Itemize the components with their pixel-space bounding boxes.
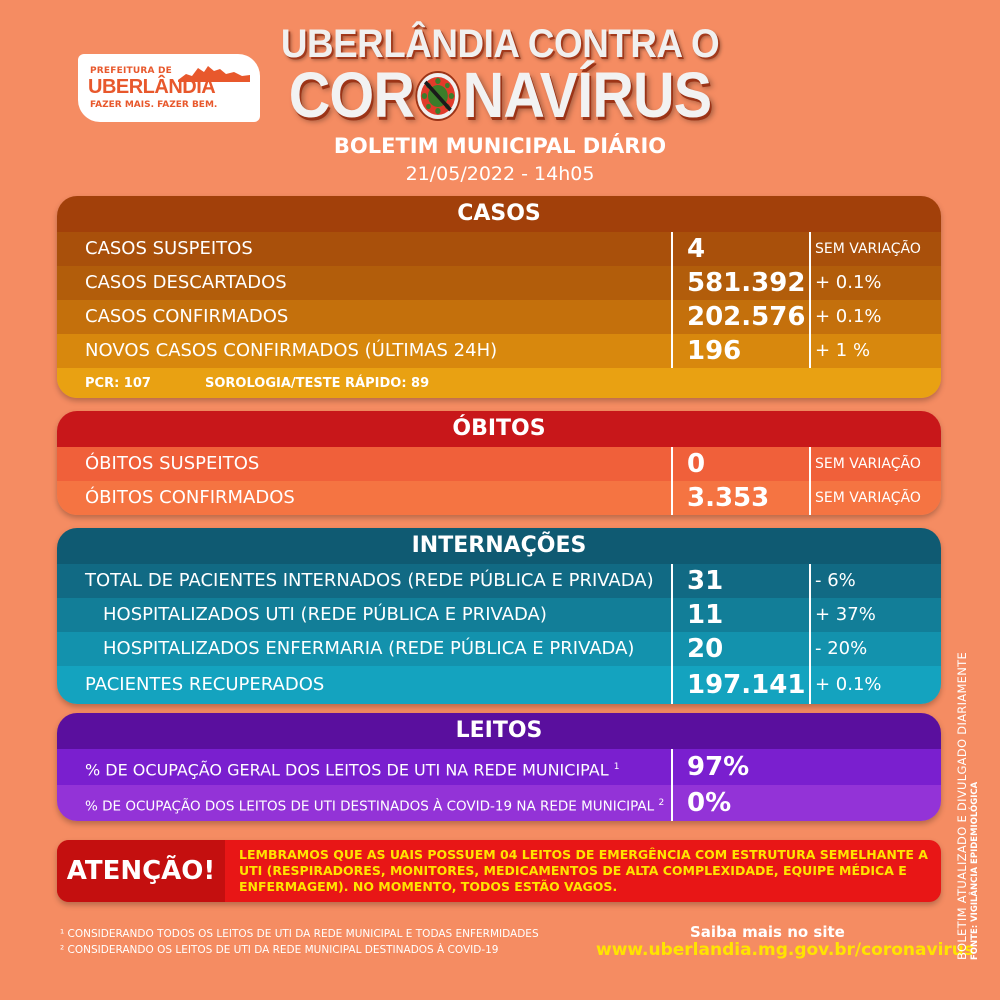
row-variation: - 20% (815, 638, 868, 659)
row-label: NOVOS CASOS CONFIRMADOS (ÚLTIMAS 24H) (85, 340, 498, 361)
row-value: 581.392 (687, 268, 806, 298)
logo-line3: FAZER MAIS. FAZER BEM. (90, 100, 218, 110)
row-variation: + 37% (815, 604, 876, 625)
row-value: 4 (687, 234, 706, 264)
row-variation: + 1 % (815, 340, 871, 361)
row-label: CASOS CONFIRMADOS (85, 306, 289, 327)
row-label: TOTAL DE PACIENTES INTERNADOS (REDE PÚBLICA E PRIVADA) (85, 570, 654, 591)
subtitle: BOLETIM MUNICIPAL DIÁRIO (333, 134, 667, 158)
obitos-title: ÓBITOS (57, 411, 941, 447)
pcr-count: PCR: 107 (85, 376, 151, 391)
table-row (57, 749, 941, 785)
footnote-1: ¹ CONSIDERANDO TODOS OS LEITOS DE UTI DA REDE MUNICIPAL E TODAS ENFERMIDADES (60, 928, 539, 940)
row-label (85, 749, 619, 788)
row-label: HOSPITALIZADOS UTI (REDE PÚBLICA E PRIVADA) (103, 604, 547, 625)
row-variation: + 0.1% (815, 674, 882, 695)
row-value: 196 (687, 336, 742, 366)
side-note (951, 652, 980, 960)
internacoes-title: INTERNAÇÕES (57, 528, 941, 564)
attention-box (57, 840, 941, 902)
site-label: Saiba mais no site (690, 923, 845, 941)
casos-panel (57, 196, 941, 398)
row-label (85, 785, 664, 821)
attention-title: ATENÇÃO! (57, 840, 225, 902)
divider (809, 564, 811, 704)
divider (809, 232, 811, 368)
side-note-line1: BOLETIM ATUALIZADO E DIVULGADO DIARIAMENTE (955, 651, 969, 960)
row-label: CASOS SUSPEITOS (85, 238, 253, 259)
site-url-link[interactable]: www.uberlandia.mg.gov.br/coronavirus (596, 940, 975, 960)
title-part-a: COR (288, 59, 415, 131)
row-variation: + 0.1% (815, 306, 882, 327)
leitos-panel (57, 713, 941, 821)
row-value: 20 (687, 634, 724, 664)
obitos-panel (57, 411, 941, 515)
footnote-marker: 1 (613, 762, 620, 772)
row-variation: SEM VARIAÇÃO (815, 490, 921, 506)
row-value: 0% (687, 788, 732, 818)
row-label: PACIENTES RECUPERADOS (85, 674, 325, 695)
footnote-2: ² CONSIDERANDO OS LEITOS DE UTI DA REDE MUNICIPAL DESTINADOS À COVID-19 (60, 944, 499, 956)
internacoes-panel (57, 528, 941, 704)
divider (809, 447, 811, 515)
row-value: 31 (687, 566, 724, 596)
divider (671, 749, 673, 821)
row-label-text: % DE OCUPAÇÃO GERAL DOS LEITOS DE UTI NA REDE MUNICIPAL (85, 760, 609, 780)
title-part-b: NAVÍRUS (462, 59, 712, 131)
row-variation: - 6% (815, 570, 856, 591)
divider (671, 564, 673, 704)
leitos-title: LEITOS (57, 713, 941, 749)
divider (671, 447, 673, 515)
row-variation: SEM VARIAÇÃO (815, 241, 921, 257)
bulletin-date: 21/05/2022 - 14h05 (405, 163, 595, 185)
row-value: 0 (687, 449, 706, 479)
row-label: CASOS DESCARTADOS (85, 272, 287, 293)
table-row (57, 785, 941, 821)
no-virus-icon (414, 69, 463, 123)
row-label: HOSPITALIZADOS ENFERMARIA (REDE PÚBLICA E PRIVADA) (103, 638, 635, 659)
page-title-line1: UBERLÂNDIA CONTRA O (280, 22, 720, 66)
row-value: 11 (687, 600, 724, 630)
page-title-line2 (50, 58, 950, 132)
row-value: 197.141 (687, 670, 806, 700)
row-label-text: % DE OCUPAÇÃO DOS LEITOS DE UTI DESTINADOS À COVID-19 NA REDE MUNICIPAL (85, 798, 655, 815)
side-note-line2: FONTE: VIGILÂNCIA EPIDEMIOLÓGICA (970, 781, 980, 960)
row-variation: + 0.1% (815, 272, 882, 293)
casos-title: CASOS (57, 196, 941, 232)
sorologia-count: SOROLOGIA/TESTE RÁPIDO: 89 (205, 376, 430, 391)
row-value: 97% (687, 752, 750, 782)
attention-message: LEMBRAMOS QUE AS UAIS POSSUEM 04 LEITOS DE EMERGÊNCIA COM ESTRUTURA SEMELHANTE A UTI (RESPIRADORES, MONITORES, MEDICAMENTOS DE ALTA COMPLEXIDADE, EQUIPE MÉDICA E ENFERMAGEM). NO MOMENTO, TODOS ESTÃO VAGOS. (239, 847, 928, 894)
footnote-marker: 2 (658, 798, 665, 808)
row-value: 3.353 (687, 483, 770, 513)
row-variation: SEM VARIAÇÃO (815, 456, 921, 472)
logo-line1: PREFEITURA DE (90, 66, 173, 76)
casos-footer (57, 368, 941, 398)
row-label: ÓBITOS SUSPEITOS (85, 453, 260, 474)
row-value: 202.576 (687, 302, 806, 332)
logo-line2: UBERLÂNDIA (88, 76, 216, 98)
divider (671, 232, 673, 368)
row-label: ÓBITOS CONFIRMADOS (85, 487, 295, 508)
